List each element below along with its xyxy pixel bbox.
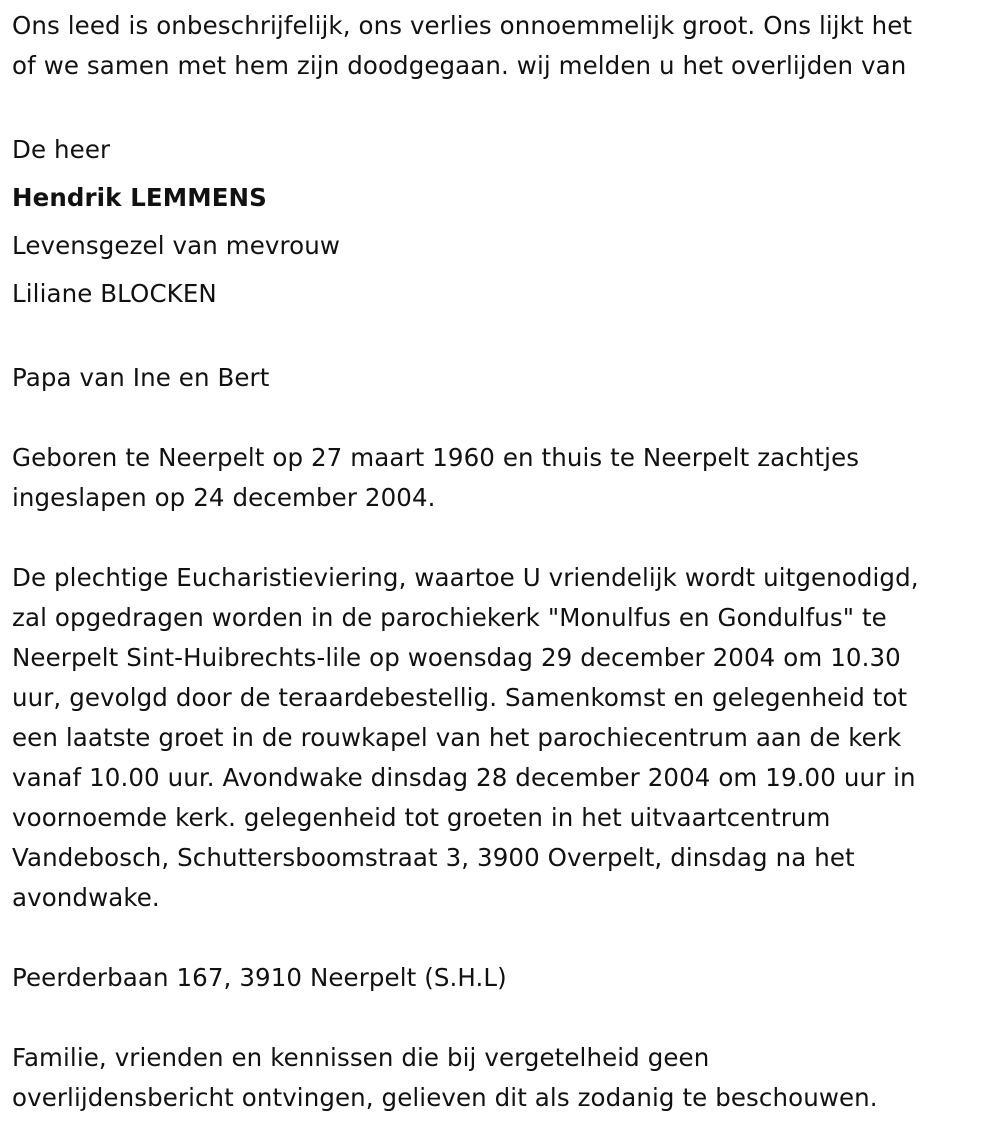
birth-death-line: Geboren te Neerpelt op 27 maart 1960 en thuis te Neerpelt zachtjes: [12, 443, 860, 472]
intro-line: of we samen met hem zijn doodgegaan. wij melden u het overlijden van: [12, 51, 907, 80]
deceased-name: Hendrik LEMMENS: [12, 183, 267, 212]
ceremony-line: Neerpelt Sint-Huibrechts-lile op woensdag 29 december 2004 om 10.30: [12, 643, 901, 672]
ceremony-line: avondwake.: [12, 883, 160, 912]
children-paragraph: [12, 358, 996, 398]
closing-paragraph: [12, 1038, 996, 1118]
ceremony-line: voornoemde kerk. gelegenheid tot groeten in het uitvaartcentrum: [12, 803, 831, 832]
ceremony-line: De plechtige Eucharistieviering, waartoe U vriendelijk wordt uitgenodigd,: [12, 563, 919, 592]
children-line: Papa van Ine en Bert: [12, 363, 270, 392]
address-paragraph: [12, 958, 996, 998]
closing-line: Familie, vrienden en kennissen die bij vergetelheid geen: [12, 1043, 710, 1072]
intro-line: Ons leed is onbeschrijfelijk, ons verlies onnoemmelijk groot. Ons lijkt het: [12, 11, 913, 40]
deceased-block: [12, 126, 996, 318]
paragraph-gap: [12, 398, 996, 438]
paragraph-gap: [12, 518, 996, 558]
salutation: De heer: [12, 135, 111, 164]
ceremony-line: een laatste groet in de rouwkapel van het parochiecentrum aan de kerk: [12, 723, 902, 752]
paragraph-gap: [12, 918, 996, 958]
closing-line: overlijdensbericht ontvingen, gelieven dit als zodanig te beschouwen.: [12, 1083, 878, 1112]
ceremony-line: uur, gevolgd door de teraardebestellig. Samenkomst en gelegenheid tot: [12, 683, 908, 712]
paragraph-gap: [12, 86, 996, 126]
address-line: Peerderbaan 167, 3910 Neerpelt (S.H.L): [12, 963, 507, 992]
ceremony-line: Vandebosch, Schuttersboomstraat 3, 3900 Overpelt, dinsdag na het: [12, 843, 855, 872]
paragraph-gap: [12, 318, 996, 358]
birth-death-paragraph: [12, 438, 996, 518]
birth-death-line: ingeslapen op 24 december 2004.: [12, 483, 436, 512]
partner-name: Liliane BLOCKEN: [12, 279, 217, 308]
ceremony-line: vanaf 10.00 uur. Avondwake dinsdag 28 december 2004 om 19.00 uur in: [12, 763, 916, 792]
partner-label: Levensgezel van mevrouw: [12, 231, 340, 260]
intro-paragraph: [12, 6, 996, 86]
ceremony-paragraph: [12, 558, 996, 918]
paragraph-gap: [12, 998, 996, 1038]
obituary-document: [12, 6, 996, 1118]
ceremony-line: zal opgedragen worden in de parochiekerk "Monulfus en Gondulfus" te: [12, 603, 887, 632]
